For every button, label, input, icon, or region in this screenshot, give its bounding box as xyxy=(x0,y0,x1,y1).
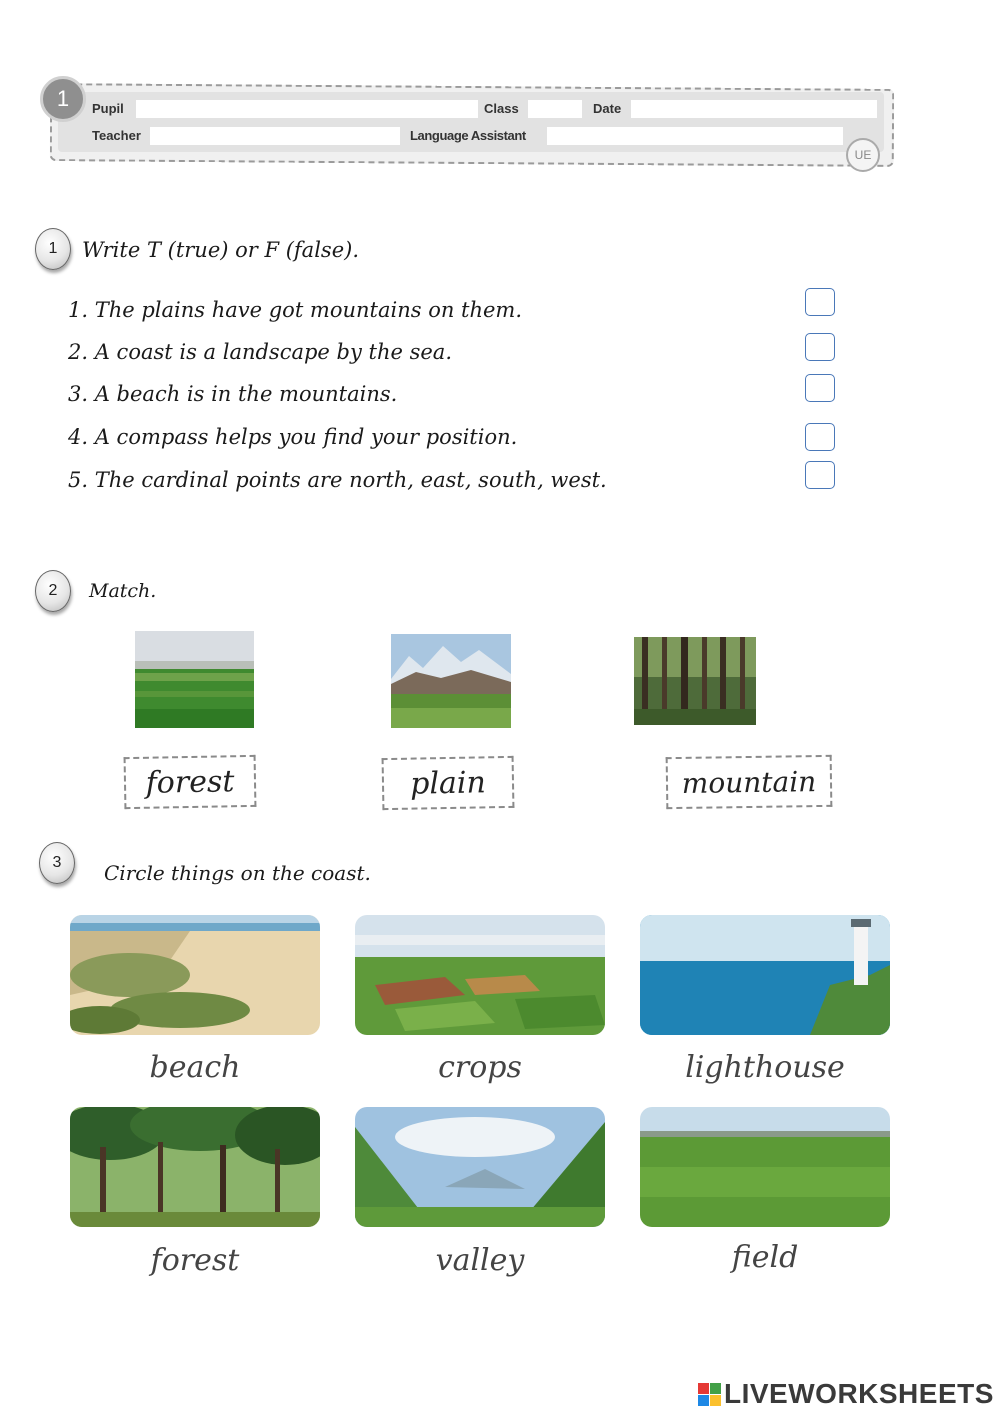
statement-5: 5. The cardinal points are north, east, south, west. xyxy=(68,468,607,492)
date-field[interactable] xyxy=(631,100,877,118)
statement-2: 2. A coast is a landscape by the sea. xyxy=(68,340,452,364)
word-forest[interactable]: forest xyxy=(150,1243,240,1278)
exercise-1-number: 1 xyxy=(35,228,71,270)
exercise-3-instruction: Circle things on the coast. xyxy=(104,861,371,885)
logo-mark-icon xyxy=(698,1383,721,1406)
word-beach[interactable]: beach xyxy=(149,1050,241,1085)
forest-photo-2[interactable] xyxy=(70,1107,320,1227)
answer-box-3[interactable] xyxy=(805,374,835,402)
language-assistant-field[interactable] xyxy=(547,127,843,145)
plain-photo[interactable] xyxy=(135,631,254,728)
word-card-forest[interactable]: forest xyxy=(124,755,257,809)
exercise-2-number: 2 xyxy=(35,570,71,612)
valley-photo[interactable] xyxy=(355,1107,605,1227)
beach-photo[interactable] xyxy=(70,915,320,1035)
class-field[interactable] xyxy=(528,100,582,118)
word-field[interactable]: field xyxy=(731,1240,799,1275)
logo-text: LIVEWORKSHEETS xyxy=(724,1378,994,1409)
language-assistant-label: Language Assistant xyxy=(410,128,526,143)
pupil-field[interactable] xyxy=(136,100,478,118)
answer-box-2[interactable] xyxy=(805,333,835,361)
exercise-1-instruction: Write T (true) or F (false). xyxy=(82,238,359,262)
date-label: Date xyxy=(593,101,622,116)
ue-badge: UE xyxy=(846,138,880,172)
answer-box-1[interactable] xyxy=(805,288,835,316)
lighthouse-photo[interactable] xyxy=(640,915,890,1035)
exercise-2-instruction: Match. xyxy=(89,580,157,602)
class-label: Class xyxy=(484,101,519,116)
word-lighthouse[interactable]: lighthouse xyxy=(685,1050,845,1085)
statement-3: 3. A beach is in the mountains. xyxy=(68,382,398,406)
word-card-mountain[interactable]: mountain xyxy=(666,755,833,809)
pupil-label: Pupil xyxy=(92,101,124,116)
word-valley[interactable]: valley xyxy=(435,1243,525,1278)
teacher-label: Teacher xyxy=(92,128,141,143)
answer-box-4[interactable] xyxy=(805,423,835,451)
crops-photo[interactable] xyxy=(355,915,605,1035)
exercise-3-number: 3 xyxy=(39,842,75,884)
answer-box-5[interactable] xyxy=(805,461,835,489)
word-card-plain[interactable]: plain xyxy=(382,756,515,810)
word-crops[interactable]: crops xyxy=(438,1050,522,1085)
unit-badge: 1 xyxy=(40,76,86,122)
statement-1: 1. The plains have got mountains on them. xyxy=(68,298,523,322)
liveworksheets-logo xyxy=(698,1378,994,1410)
field-photo[interactable] xyxy=(640,1107,890,1227)
forest-photo[interactable] xyxy=(634,637,756,725)
mountain-photo[interactable] xyxy=(391,634,511,728)
statement-4: 4. A compass helps you find your position. xyxy=(68,425,518,449)
teacher-field[interactable] xyxy=(150,127,400,145)
